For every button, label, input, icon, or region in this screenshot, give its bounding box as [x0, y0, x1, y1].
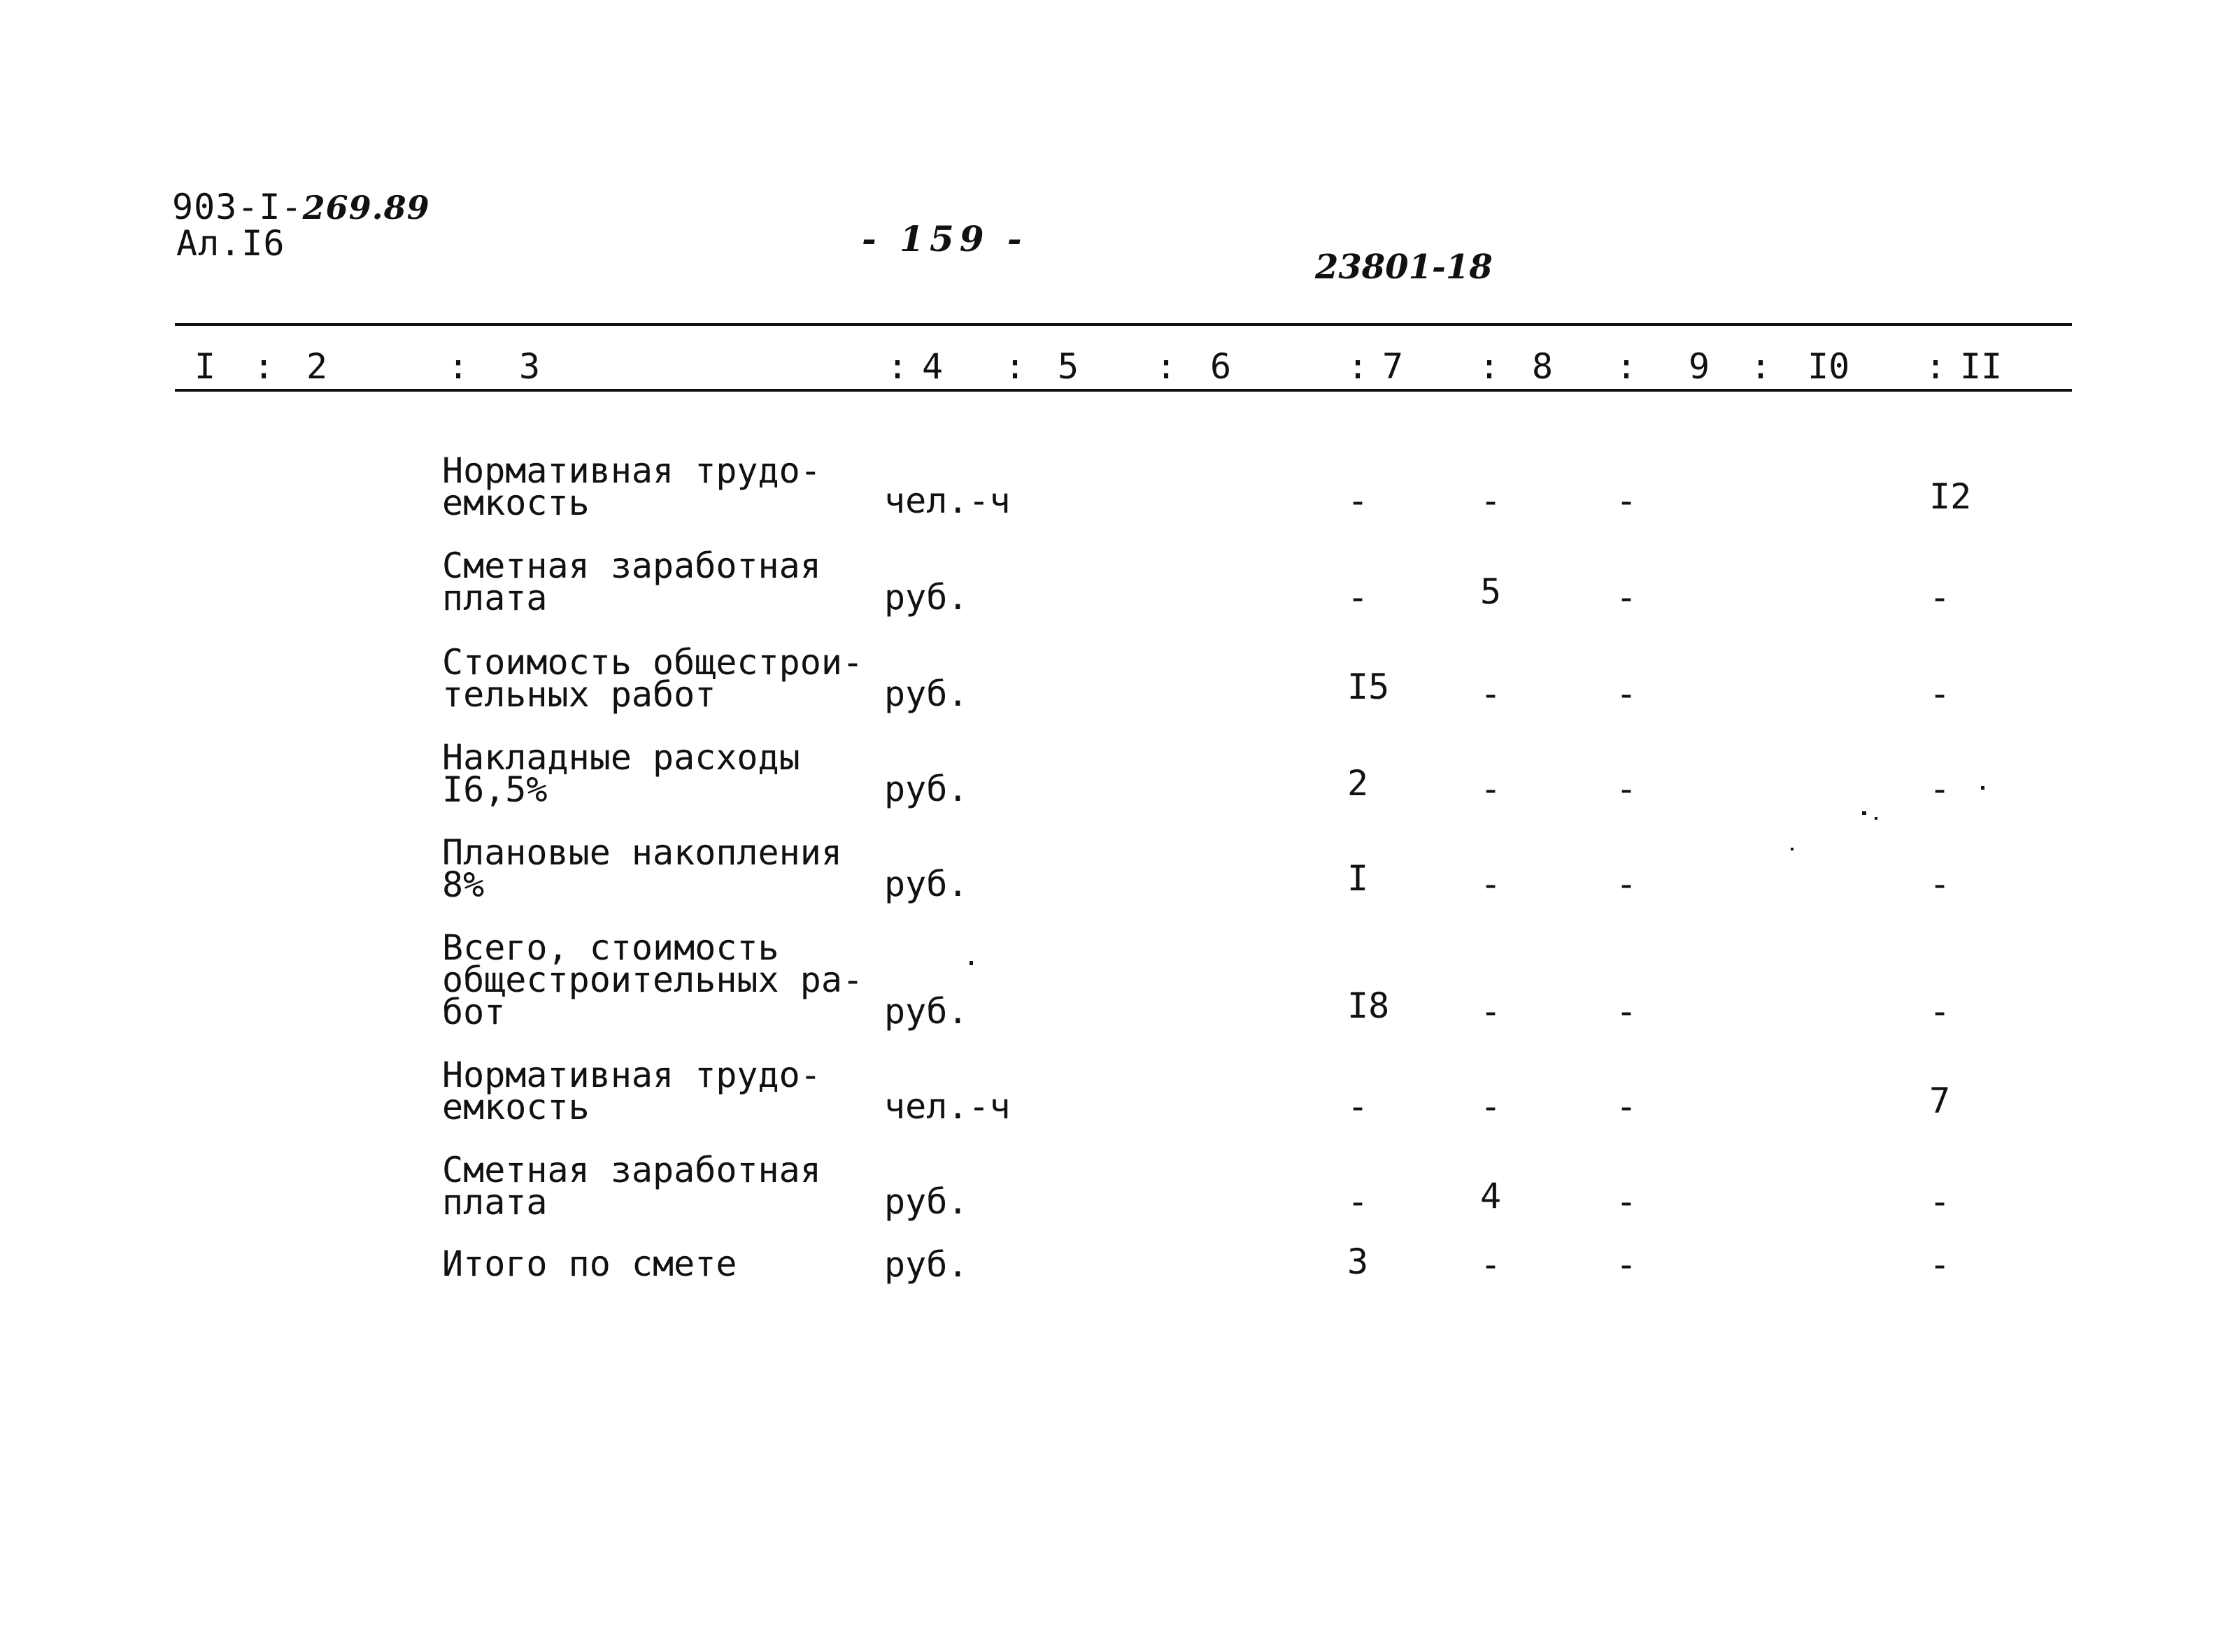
row-col11: -: [1929, 991, 1951, 1032]
row-unit: руб.: [884, 674, 969, 714]
row-col8: -: [1480, 1086, 1502, 1127]
table-top-rule: [175, 323, 2072, 326]
row-unit: руб.: [884, 991, 969, 1032]
row-col8: 5: [1480, 571, 1502, 612]
scan-speck: [1875, 817, 1877, 820]
row-col11: -: [1929, 1244, 1951, 1285]
doc-code-typed: 903-I-: [172, 187, 303, 227]
col-header-7: 7: [1382, 346, 1404, 387]
row-col11: -: [1929, 1181, 1951, 1222]
table-header-rule: [175, 389, 2072, 392]
row-description-line: Всего, стоимость: [442, 927, 779, 968]
col-header-3: 3: [519, 346, 541, 387]
row-description-line: Сметная заработная: [442, 1150, 821, 1190]
scan-speck: [970, 961, 973, 965]
row-unit: руб.: [884, 1181, 969, 1222]
row-description-line: Плановые накопления: [442, 832, 842, 873]
row-description-line: Сметная заработная: [442, 546, 821, 586]
doc-number: 23801-18: [1315, 248, 1493, 287]
col-header-sep: :: [1347, 346, 1369, 387]
page-number: - 159 -: [862, 218, 1028, 259]
row-col11: -: [1929, 577, 1951, 618]
row-col9: -: [1616, 864, 1638, 904]
row-description-line: Стоимость общестрои-: [442, 642, 864, 683]
row-col9: -: [1616, 769, 1638, 809]
row-col7: -: [1347, 1181, 1369, 1222]
row-description-line: бот: [442, 992, 506, 1032]
row-col11: -: [1929, 769, 1951, 809]
col-header-sep: :: [1925, 346, 1947, 387]
row-col7: 2: [1347, 763, 1369, 804]
row-col7: -: [1347, 480, 1369, 521]
row-col11: -: [1929, 864, 1951, 904]
row-description-line: общестроительных ра-: [442, 960, 864, 1000]
row-col9: -: [1616, 577, 1638, 618]
col-header-9: 9: [1689, 346, 1710, 387]
row-unit: руб.: [884, 769, 969, 809]
row-description-line: 8%: [442, 864, 485, 905]
row-col8: -: [1480, 480, 1502, 521]
doc-code: [172, 187, 430, 227]
col-header-sep: :: [1616, 346, 1638, 387]
row-description-line: плата: [442, 578, 548, 618]
row-description-line: I6,5%: [442, 769, 548, 810]
row-col8: -: [1480, 674, 1502, 714]
row-description-line: емкость: [442, 1087, 590, 1127]
row-col8: 4: [1480, 1176, 1502, 1216]
col-header-1: I: [194, 346, 216, 387]
col-header-sep: :: [1004, 346, 1026, 387]
row-col9: -: [1616, 480, 1638, 521]
row-unit: чел.-ч: [884, 480, 1011, 521]
row-col9: -: [1616, 991, 1638, 1032]
row-unit: руб.: [884, 1244, 969, 1285]
col-header-sep: :: [448, 346, 469, 387]
row-col9: -: [1616, 674, 1638, 714]
col-header-4: 4: [922, 346, 944, 387]
row-description-line: Нормативная трудо-: [442, 450, 821, 491]
row-col7: I8: [1347, 985, 1390, 1026]
row-col8: -: [1480, 991, 1502, 1032]
col-header-sep: :: [1156, 346, 1177, 387]
row-col11: -: [1929, 674, 1951, 714]
row-col7: I5: [1347, 667, 1390, 707]
row-unit: чел.-ч: [884, 1086, 1011, 1127]
row-col7: -: [1347, 1086, 1369, 1127]
col-header-8: 8: [1532, 346, 1554, 387]
col-header-11: II: [1960, 346, 2003, 387]
row-col9: -: [1616, 1244, 1638, 1285]
col-header-10: I0: [1808, 346, 1850, 387]
col-header-5: 5: [1058, 346, 1079, 387]
scan-speck: [1862, 811, 1866, 815]
col-header-sep: :: [1750, 346, 1772, 387]
row-col9: -: [1616, 1181, 1638, 1222]
row-col7: I: [1347, 858, 1369, 899]
scan-speck: [1791, 848, 1794, 850]
row-description-line: тельных работ: [442, 674, 716, 715]
col-header-2: 2: [306, 346, 328, 387]
row-col7: 3: [1347, 1241, 1369, 1282]
row-unit: руб.: [884, 864, 969, 904]
row-description-line: плата: [442, 1182, 548, 1223]
col-header-6: 6: [1210, 346, 1232, 387]
row-col8: -: [1480, 769, 1502, 809]
row-description-line: Нормативная трудо-: [442, 1055, 821, 1095]
col-header-sep: :: [253, 346, 275, 387]
row-col8: -: [1480, 1244, 1502, 1285]
scan-speck: [1981, 786, 1984, 790]
row-col7: -: [1347, 577, 1369, 618]
row-unit: руб.: [884, 577, 969, 618]
row-col8: -: [1480, 864, 1502, 904]
row-description-line: Накладные расходы: [442, 737, 800, 778]
row-col11: 7: [1929, 1081, 1951, 1121]
col-header-sep: :: [887, 346, 909, 387]
sheet-label: Ал.I6: [176, 223, 285, 264]
row-col9: -: [1616, 1086, 1638, 1127]
row-description-line: Итого по смете: [442, 1244, 737, 1284]
row-col11: I2: [1929, 476, 1972, 517]
col-header-sep: :: [1479, 346, 1500, 387]
doc-code-handwritten: 269.89: [302, 189, 430, 227]
row-description-line: емкость: [442, 483, 590, 523]
